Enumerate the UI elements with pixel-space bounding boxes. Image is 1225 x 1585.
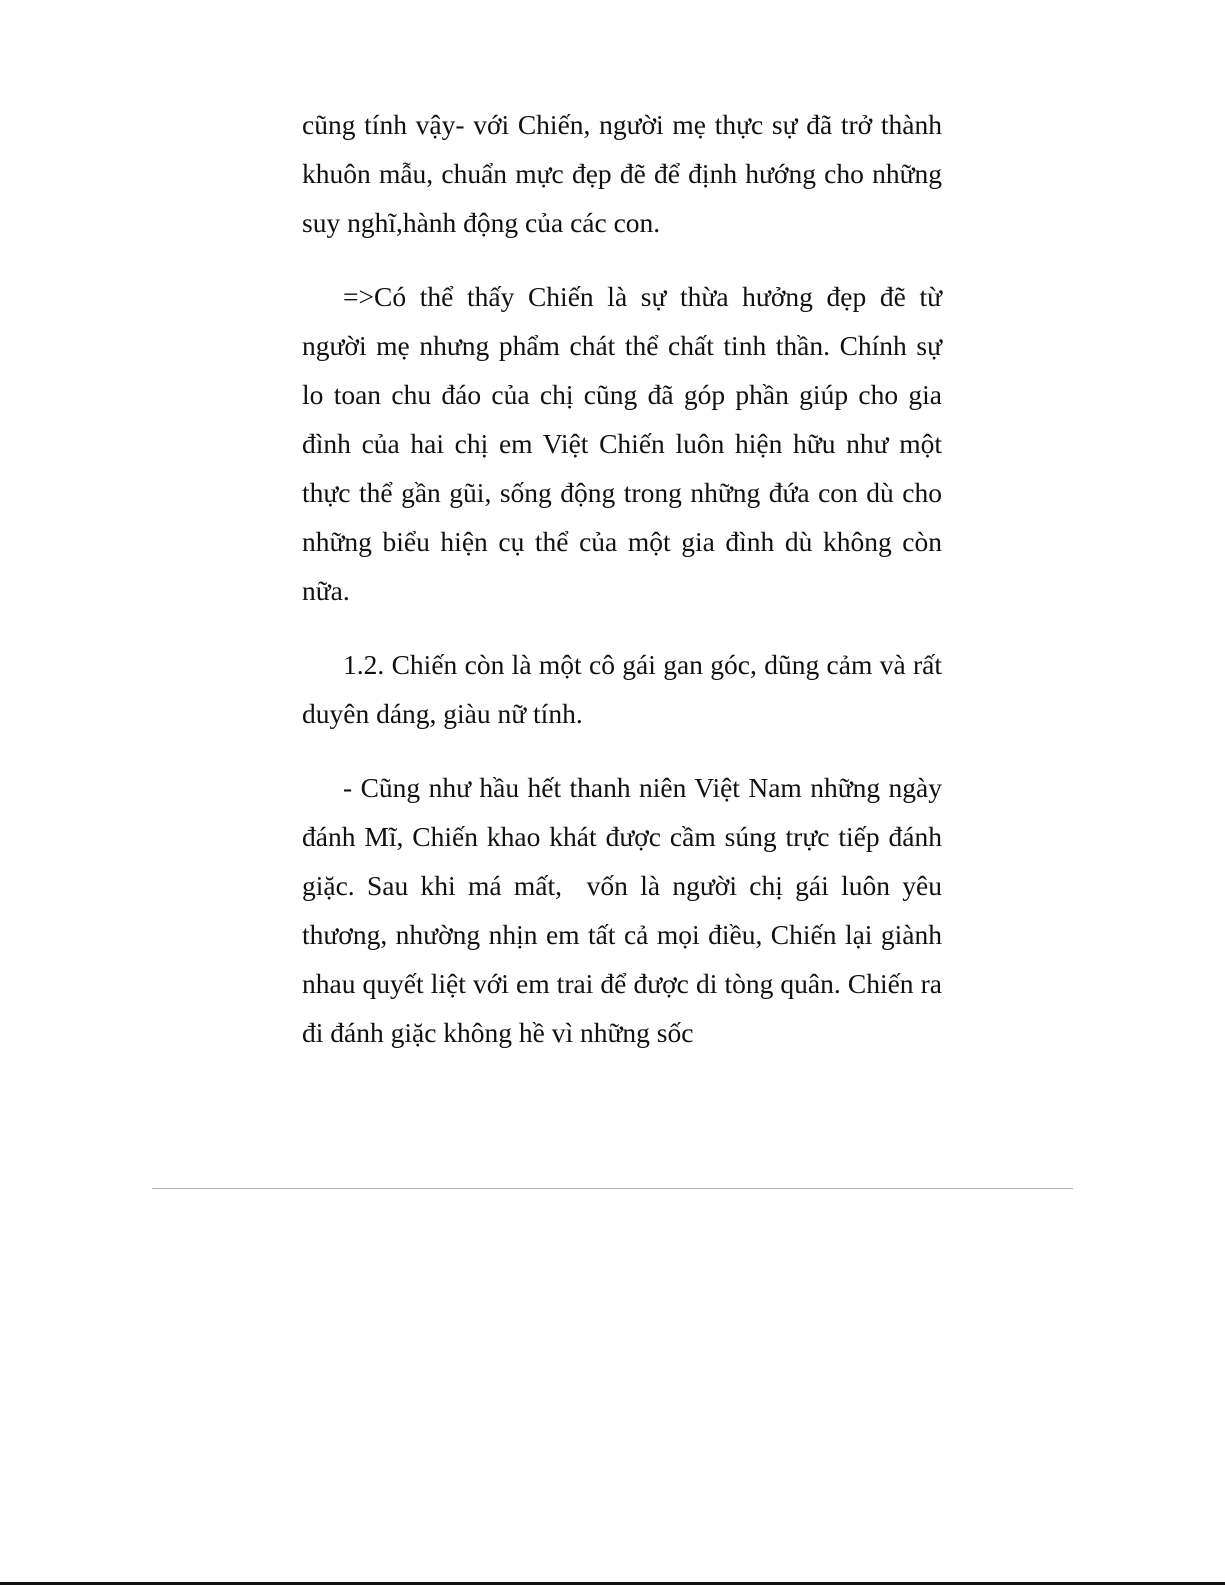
paragraph-section-heading: 1.2. Chiến còn là một cô gái gan góc, dũng cảm và rất duyên dáng, giàu nữ tính. (302, 649, 949, 729)
paragraph-conclusion: =>Có thể thấy Chiến là sự thừa hưởng đẹp đẽ từ người mẹ nhưng phẩm chát thể chất tinh thần. Chính sự lo toan chu đáo của chị cũng đã góp phần giúp cho gia đình của hai chị em Việt Chiến luôn hiện hữu như một thực thể gần gũi, sống động trong những đứa con dù cho những biểu hiện cụ thể của một gia đình dù không còn nữa. (302, 281, 949, 606)
paragraph-continuation: cũng tính vậy- với Chiến, người mẹ thực sự đã trở thành khuôn mẫu, chuẩn mực đẹp đẽ để định hướng cho những suy nghĩ,hành động của các con. (302, 109, 949, 238)
paragraph-body: - Cũng như hầu hết thanh niên Việt Nam những ngày đánh Mĩ, Chiến khao khát được cầm súng trực tiếp đánh giặc. Sau khi má mất, vốn là người chị gái luôn yêu thương, nhường nhịn em tất cả mọi điều, Chiến lại giành nhau quyết liệt với em trai để được di tòng quân. Chiến ra đi đánh giặc không hề vì những sốc (302, 772, 949, 1048)
page-separator-line (152, 1188, 1073, 1189)
page-body-text (302, 100, 949, 1082)
